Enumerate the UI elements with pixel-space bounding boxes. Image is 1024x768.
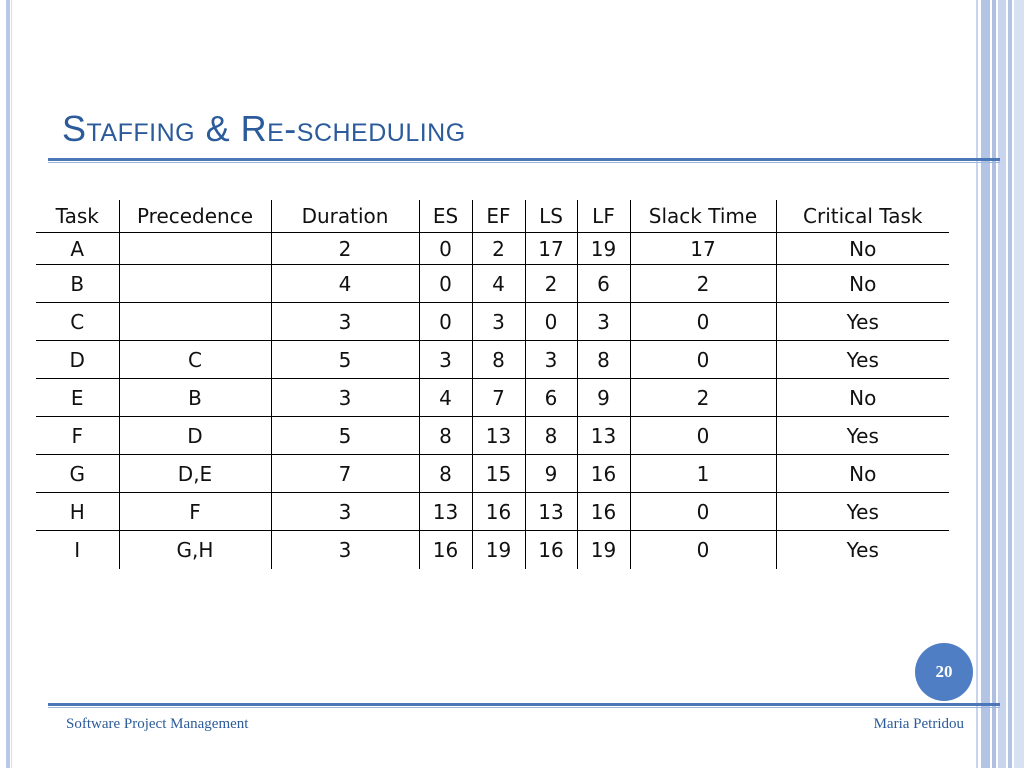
table-cell: 3 — [271, 493, 419, 531]
table-cell: 3 — [271, 303, 419, 341]
table-header-row — [36, 200, 949, 233]
table-cell: 15 — [472, 455, 525, 493]
table-cell: 5 — [271, 341, 419, 379]
table-row — [36, 233, 949, 265]
footer-author: Maria Petridou — [873, 716, 964, 732]
table-cell: 17 — [630, 233, 776, 265]
table-cell: No — [776, 379, 949, 417]
table-cell: 16 — [577, 455, 630, 493]
table-cell: No — [776, 233, 949, 265]
table-cell: 13 — [472, 417, 525, 455]
table-cell: C — [36, 303, 119, 341]
page-number-badge: 20 — [915, 643, 973, 701]
title-divider-light — [48, 162, 1000, 163]
table-cell — [119, 233, 271, 265]
column-header: LS — [525, 200, 577, 233]
right-decorative-stripe — [1008, 0, 1012, 768]
table-cell: Yes — [776, 531, 949, 569]
table-row — [36, 493, 949, 531]
table-cell: Yes — [776, 303, 949, 341]
table-cell: 3 — [472, 303, 525, 341]
table-cell: 4 — [271, 265, 419, 303]
table-cell: D — [119, 417, 271, 455]
table-cell: 3 — [577, 303, 630, 341]
table-cell: B — [36, 265, 119, 303]
table-cell: 3 — [271, 379, 419, 417]
table-cell: 13 — [525, 493, 577, 531]
right-decorative-stripe — [976, 0, 978, 768]
table-cell: 16 — [419, 531, 472, 569]
table-cell: 6 — [577, 265, 630, 303]
title-divider — [48, 158, 1000, 161]
column-header: ES — [419, 200, 472, 233]
table-cell: F — [119, 493, 271, 531]
column-header: Task — [36, 200, 119, 233]
table-cell: G — [36, 455, 119, 493]
table-cell: No — [776, 455, 949, 493]
column-header: Slack Time — [630, 200, 776, 233]
table-cell: 5 — [271, 417, 419, 455]
table-cell: 8 — [525, 417, 577, 455]
table-cell: 19 — [577, 531, 630, 569]
slide-title: Staffing & Re-scheduling — [62, 108, 466, 149]
table-cell: 19 — [472, 531, 525, 569]
table-cell: 0 — [525, 303, 577, 341]
table-cell: 4 — [419, 379, 472, 417]
table-row — [36, 455, 949, 493]
table-cell: 6 — [525, 379, 577, 417]
table-cell: 0 — [419, 233, 472, 265]
table-cell: 2 — [630, 265, 776, 303]
table-cell: A — [36, 233, 119, 265]
table-cell: Yes — [776, 493, 949, 531]
column-header: Duration — [271, 200, 419, 233]
table-cell: Yes — [776, 341, 949, 379]
table-row — [36, 265, 949, 303]
table-row — [36, 303, 949, 341]
table-cell: 0 — [630, 303, 776, 341]
table-cell: 8 — [577, 341, 630, 379]
table-cell: Yes — [776, 417, 949, 455]
table-cell: 13 — [419, 493, 472, 531]
table-cell: D,E — [119, 455, 271, 493]
table-cell: E — [36, 379, 119, 417]
table-cell: No — [776, 265, 949, 303]
table-cell: 3 — [525, 341, 577, 379]
table-cell: 8 — [419, 455, 472, 493]
left-decorative-stripe — [6, 0, 10, 768]
table-body — [36, 233, 949, 569]
table-cell: 2 — [472, 233, 525, 265]
table-cell: 17 — [525, 233, 577, 265]
table-cell — [119, 303, 271, 341]
table-cell: 8 — [472, 341, 525, 379]
table-row — [36, 341, 949, 379]
table-cell: 0 — [419, 303, 472, 341]
left-decorative-stripe-thin — [11, 0, 12, 768]
table-cell: 7 — [472, 379, 525, 417]
table-row — [36, 417, 949, 455]
table-cell: 9 — [525, 455, 577, 493]
table-cell: B — [119, 379, 271, 417]
footer-course-title: Software Project Management — [66, 716, 249, 732]
table-row — [36, 531, 949, 569]
table-cell: 4 — [472, 265, 525, 303]
table-row — [36, 379, 949, 417]
column-header: EF — [472, 200, 525, 233]
table-cell: C — [119, 341, 271, 379]
table-cell: I — [74, 537, 81, 562]
table-cell: 16 — [472, 493, 525, 531]
table-cell: 16 — [525, 531, 577, 569]
table-cell: 16 — [577, 493, 630, 531]
table-cell: D — [36, 341, 119, 379]
column-header: LF — [577, 200, 630, 233]
table-cell: 0 — [630, 341, 776, 379]
table-cell: 9 — [577, 379, 630, 417]
footer-divider — [48, 703, 1000, 706]
column-header: Critical Task — [776, 200, 949, 233]
table-cell: 2 — [525, 265, 577, 303]
right-decorative-stripe — [998, 0, 1006, 768]
table-cell: 1 — [630, 455, 776, 493]
right-decorative-stripe — [1014, 0, 1024, 768]
table-cell: 0 — [630, 493, 776, 531]
table-cell: H — [36, 493, 119, 531]
right-decorative-stripe — [981, 0, 990, 768]
footer-divider-light — [48, 707, 1000, 708]
right-decorative-stripe — [992, 0, 996, 768]
table-cell: 19 — [577, 233, 630, 265]
table-cell: 7 — [271, 455, 419, 493]
table-cell: F — [36, 417, 119, 455]
column-header: Precedence — [119, 200, 271, 233]
table-cell: 0 — [419, 265, 472, 303]
table-cell: 3 — [271, 531, 419, 569]
table-cell: 8 — [419, 417, 472, 455]
table-cell: 2 — [271, 233, 419, 265]
table-cell: G,H — [119, 531, 271, 569]
pert-schedule-table — [36, 200, 949, 569]
table-cell: 0 — [630, 417, 776, 455]
table-cell — [119, 265, 271, 303]
table-cell: 3 — [419, 341, 472, 379]
table-cell: 2 — [630, 379, 776, 417]
table-cell: 0 — [630, 531, 776, 569]
table-cell: 13 — [577, 417, 630, 455]
